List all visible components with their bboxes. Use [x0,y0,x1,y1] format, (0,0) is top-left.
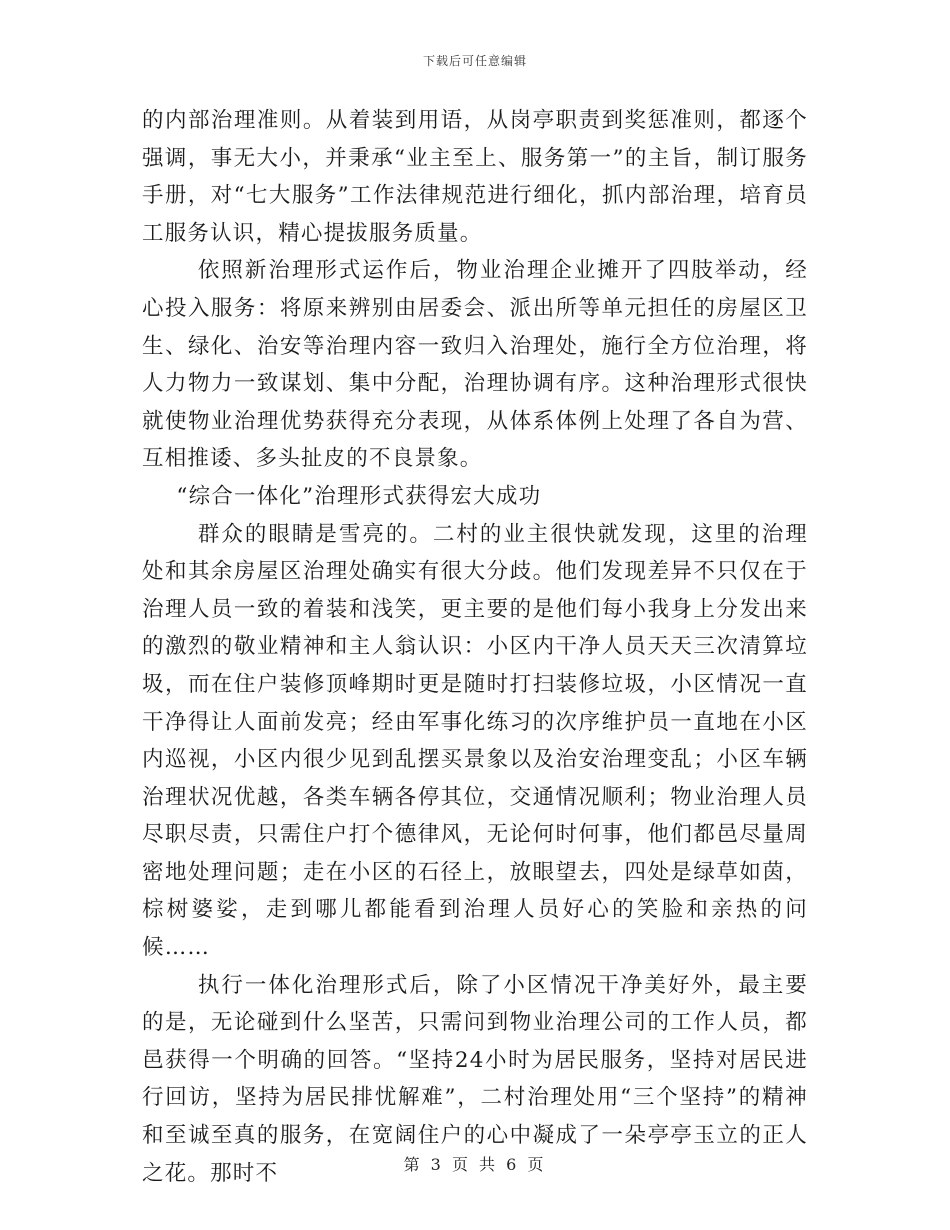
paragraph: 依照新治理形式运作后，物业治理企业摊开了四肢举动，经心投入服务：将原来辨别由居委会、派出所等单元担任的房屋区卫生、绿化、治安等治理内容一致归入治理处，施行全方位治理，将人力物力一致谋划、集中分配，治理协调有序。这种治理形式很快就使物业治理优势获得充分表现，从体系体例上处理了各自为营、互相推诿、多头扯皮的不良景象。 [142,258,808,472]
paragraph: 群众的眼睛是雪亮的。二村的业主很快就发现，这里的治理处和其余房屋区治理处确实有很大分歧。他们发现差异不只仅在于治理人员一致的着装和浅笑，更主要的是他们每小我身上分发出来的激烈的敬业精神和主人翁认识：小区内干净人员天天三次清算垃圾，而在住户装修顶峰期时更是随时打扫装修垃圾，小区情况一直干净得让人面前发亮；经由军事化练习的次序维护员一直地在小区内巡视，小区内很少见到乱摆买景象以及治安治理变乱；小区车辆治理状况优越，各类车辆各停其位，交通情况顺利；物业治理人员尽职尽责，只需住户打个德律风，无论何时何事，他们都邑尽量周密地处理问题；走在小区的石径上，放眼望去，四处是绿草如茵，棕树婆娑，走到哪儿都能看到治理人员好心的笑脸和亲热的问候…… [142,521,808,961]
paragraph: 执行一体化治理形式后，除了小区情况干净美好外，最主要的是，无论碰到什么坚苦，只需问到物业治理公司的工作人员，都邑获得一个明确的回答。“坚持24小时为居民服务，坚持对居民进行回访，坚持为居民排忧解难”，二村治理处用“三个坚持”的精神和至诚至真的服务，在宽阔住户的心中凝成了一朵亭亭玉立的正人之花。那时不 [142,972,808,1186]
document-body [142,102,808,1192]
page-header: 下载后可任意编辑 [422,54,527,68]
section-heading: “综合一体化”治理形式获得宏大成功 [176,483,542,509]
paragraph-continuation: 的内部治理准则。从着装到用语，从岗亭职责到奖惩准则，都逐个强调，事无大小，并秉承“业主至上、服务第一”的主旨，制订服务手册，对“七大服务”工作法律规范进行细化，抓内部治理，培育员工服务认识，精心提拔服务质量。 [142,108,808,246]
page-number: 第 3 页 共 6 页 [403,1155,547,1174]
